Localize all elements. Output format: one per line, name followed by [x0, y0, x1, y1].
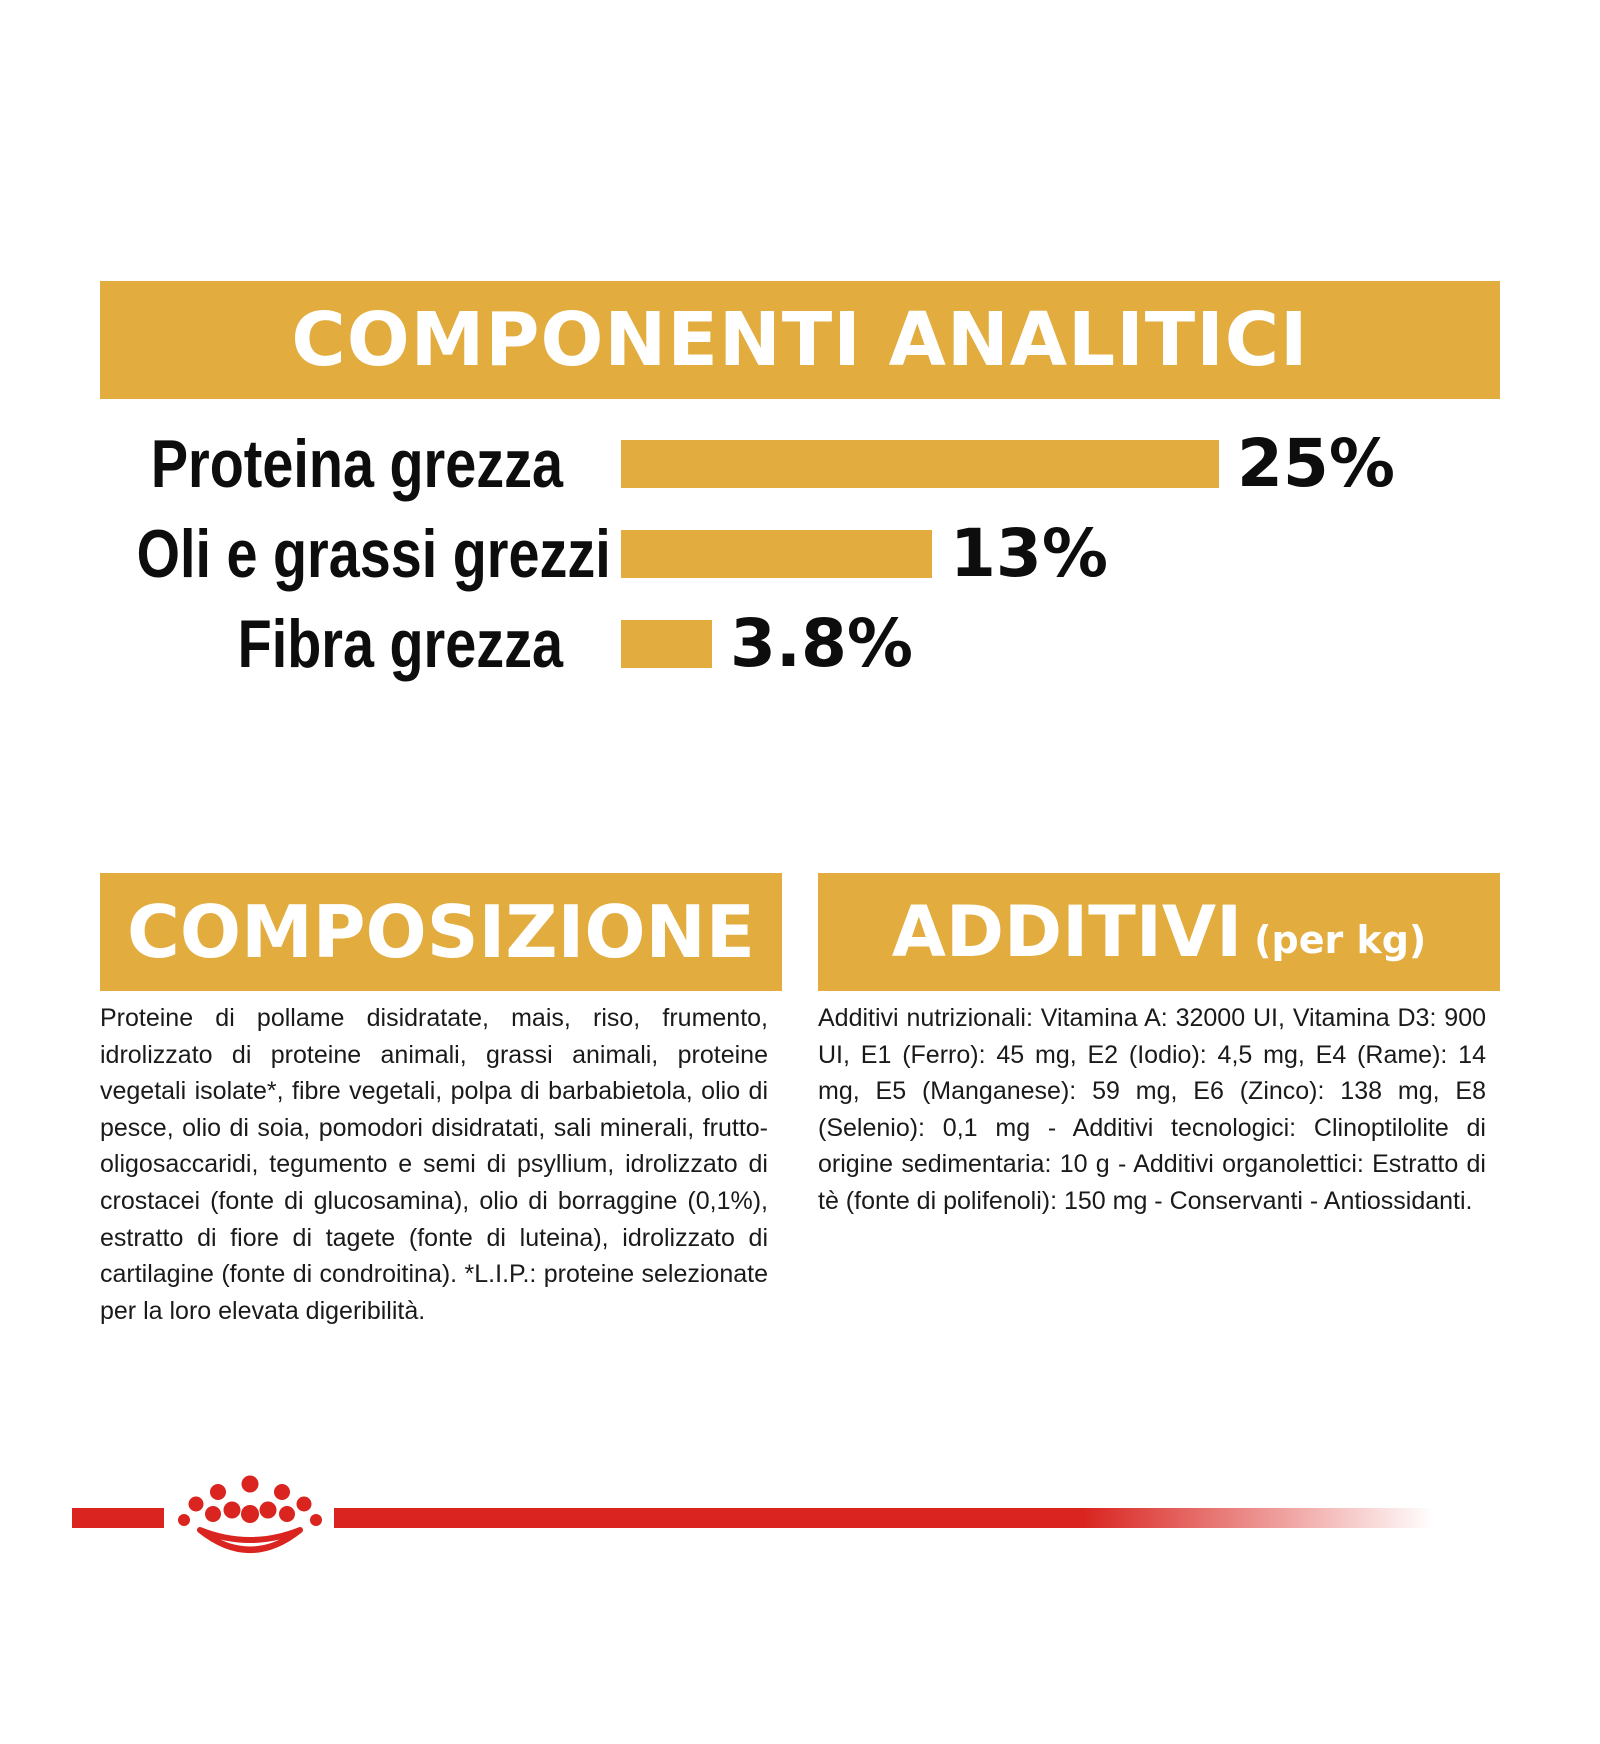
footer-red-line-right: [334, 1508, 1434, 1528]
royal-crown-logo-icon: [170, 1470, 330, 1560]
additivi-title: ADDITIVI: [891, 891, 1243, 973]
chart-bar: [621, 440, 1219, 488]
footer-red-line-left: [72, 1508, 164, 1528]
chart-category-label: Oli e grassi grezzi: [136, 516, 611, 592]
chart-category-label: Proteina grezza: [150, 426, 563, 502]
analitici-title: COMPONENTI ANALITICI: [291, 297, 1309, 383]
chart-bar: [621, 620, 712, 668]
additivi-unit: (per kg): [1254, 918, 1427, 962]
analitici-banner: [100, 281, 1500, 399]
composizione-title: COMPOSIZIONE: [127, 890, 755, 974]
chart-value-label: 25%: [1237, 425, 1395, 502]
chart-value-label: 3.8%: [730, 605, 914, 682]
composizione-text: Proteine di pollame disidratate, mais, riso, frumento, idrolizzato di proteine animali, grassi animali, proteine vegetali isolate*, fibre vegetali, polpa di barbabietola, olio di pesce, olio di soia, pomodori disidratati, sali minerali, frutto-oligosaccaridi, tegumento e semi di psyllium, idrolizzato di crostacei (fonte di glucosamina), olio di borraggine (0,1%), estratto di fiore di tagete (fonte di luteina), idrolizzato di cartilagine (fonte di condroitina). *L.I.P.: proteine selezionate per la loro elevata digeribilità.: [100, 1004, 768, 1325]
brand-footer: [0, 1470, 1600, 1560]
additivi-banner: [818, 873, 1500, 991]
chart-bar: [621, 530, 932, 578]
additivi-text: Additivi nutrizionali: Vitamina A: 32000 UI, Vitamina D3: 900 UI, E1 (Ferro): 45 mg, E2 (Iodio): 4,5 mg, E4 (Rame): 14 mg, E5 (Manganese): 59 mg, E6 (Zinco): 138 mg, E8 (Selenio): 0,1 mg - Additivi tecnologici: Clinoptilolite di origine sedimentaria: 10 g - Additivi organolettici: Estratto di tè (fonte di polifenoli): 150 mg - Conservanti - Antiossidanti.: [818, 1004, 1486, 1215]
chart-value-label: 13%: [950, 515, 1108, 592]
chart-category-label: Fibra grezza: [237, 606, 563, 682]
composizione-banner: [100, 873, 782, 991]
